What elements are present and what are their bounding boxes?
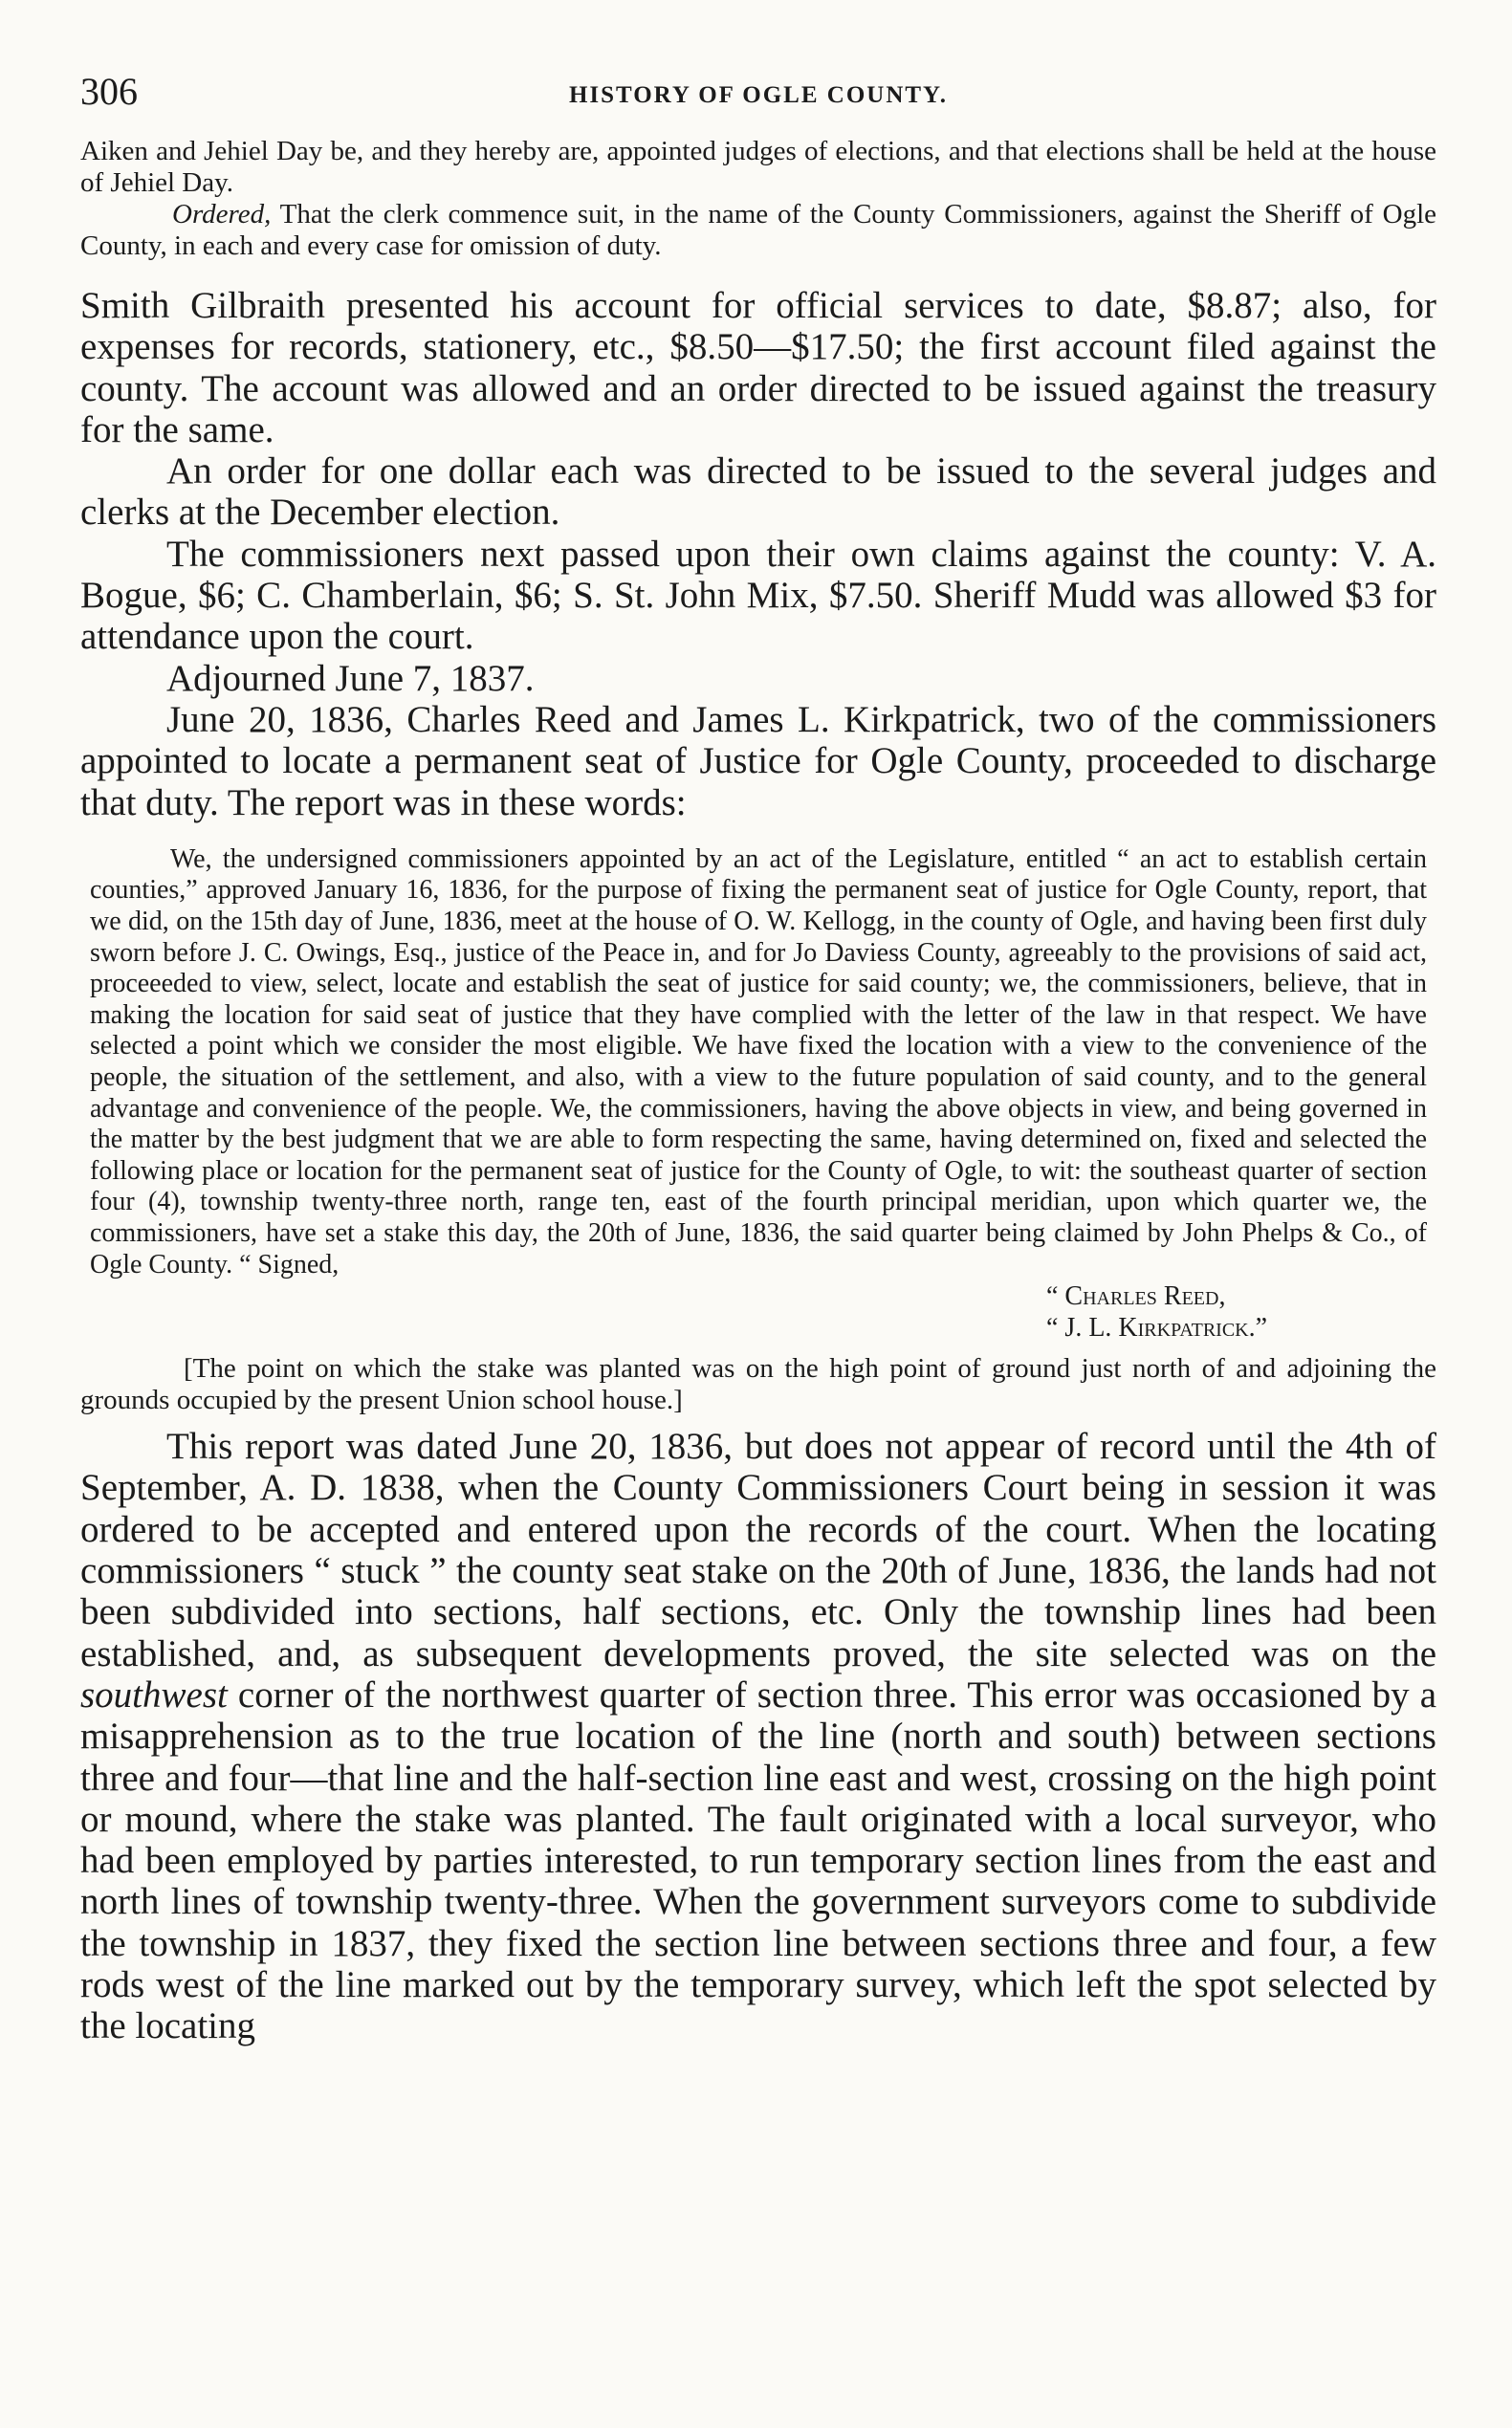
body-paragraph-june-20: June 20, 1836, Charles Reed and James L. Kirkpatrick, two of the commissioners appointed to locate a permanent seat of Justice for Ogle County, proceeded to discharge that duty. The report was in these words: <box>80 698 1436 823</box>
body2-text-a: This report was dated June 20, 1836, but does not appear of record until the 4th of September, A. D. 1838, when the County Commissioners Court being in session it was ordered to be accepted and entered upon the records of the court. When the locating commissioners “ stuck ” the county seat stake on the 20th of June, 1836, the lands had not been subdivided into sections, half sections, etc. Only the township lines had been established, and, as subsequent developments proved, the site selected was on the <box>80 1426 1436 1674</box>
report-quote <box>80 844 1436 1344</box>
southwest-italic: southwest <box>80 1673 228 1716</box>
signature-kirkpatrick: “ J. L. Kirkpatrick.” <box>1046 1313 1268 1344</box>
running-title: HISTORY OF OGLE COUNTY. <box>568 82 949 108</box>
body-paragraph-account: Smith Gilbraith presented his account for official services to date, $8.87; also, for expenses for records, stationery, etc., $8.50—$17.50; the first account filed against the county. The account was allowed and an order directed to be issued against the treasury for the same. <box>80 285 1436 450</box>
book-page <box>80 69 1436 2047</box>
intro-paragraph-2 <box>80 199 1436 262</box>
ordered-text: That the clerk commence suit, in the name of the County Commissioners, against the Sheriff of Ogle County, in each and every case for omission of duty. <box>80 199 1436 261</box>
page-header <box>80 69 1436 126</box>
bracket-note: [The point on which the stake was planted was on the high point of ground just north of and adjoining the grounds occupied by the present Union school house.] <box>80 1353 1436 1416</box>
intro-paragraph-1: Aiken and Jehiel Day be, and they hereby are, appointed judges of elections, and that elections shall be held at the house of Jehiel Day. <box>80 136 1436 198</box>
body-paragraph-report-dated <box>80 1426 1436 2046</box>
signature-reed: “ Charles Reed, <box>1046 1281 1226 1312</box>
page-number: 306 <box>80 70 138 113</box>
body2-text-b: corner of the northwest quarter of section three. This error was occasioned by a misapprehension as to the true location of the line (north and south) between sections three and four—that line and the half-section line east and west, crossing on the high point or mound, where the stake was planted. The fault originated with a local surveyor, who had been employed by parties interested, to run temporary section lines from the east and north lines of township twenty-three. When the government surveyors come to subdivide the township in 1837, they fixed the section line between sections three and four, a few rods west of the line marked out by the temporary survey, which left the spot selected by the locating <box>80 1673 1436 2047</box>
ordered-lead: Ordered, <box>172 199 272 230</box>
report-text: We, the undersigned commissioners appointed by an act of the Legislature, entitled “ an act to establish certain counties,” approved January 16, 1836, for the purpose of fixing the permanent seat of justice for Ogle County, report, that we did, on the 15th day of June, 1836, meet at the house of O. W. Kellogg, in the county of Ogle, and having been first duly sworn before J. C. Owings, Esq., justice of the Peace in, and for Jo Daviess County, agreeably to the provisions of said act, proceeeded to view, select, locate and establish the seat of justice for said county; we, the commissioners, believe, that in making the location for said seat of justice that they have complied with the letter of the law in that respect. We have selected a point which we consider the most eligible. We have fixed the location with a view to the convenience of the people, the situation of the settlement, and also, with a view to the future population of said county, and to the general advantage and convenience of the people. We, the commissioners, having the above objects in view, and being governed in the matter by the best judgment that we are able to form respecting the same, having determined on, fixed and selected the following place or location for the permanent seat of justice for the County of Ogle, to wit: the southeast quarter of section four (4), township twenty-three north, range ten, east of the fourth principal meridian, upon which quarter we, the commissioners, have set a stake this day, the 20th of June, 1836, the said quarter being claimed by John Phelps & Co., of Ogle County. “ Signed, <box>90 843 1427 1280</box>
body-paragraph-claims: The commissioners next passed upon their own claims against the county: V. A. Bogue, $6; C. Chamberlain, $6; S. St. John Mix, $7.50. Sheriff Mudd was allowed $3 for attendance upon the court. <box>80 533 1436 658</box>
body-paragraph-adjourned: Adjourned June 7, 1837. <box>166 657 535 699</box>
body-paragraph-order: An order for one dollar each was directed to be issued to the several judges and clerks at the December election. <box>80 450 1436 534</box>
